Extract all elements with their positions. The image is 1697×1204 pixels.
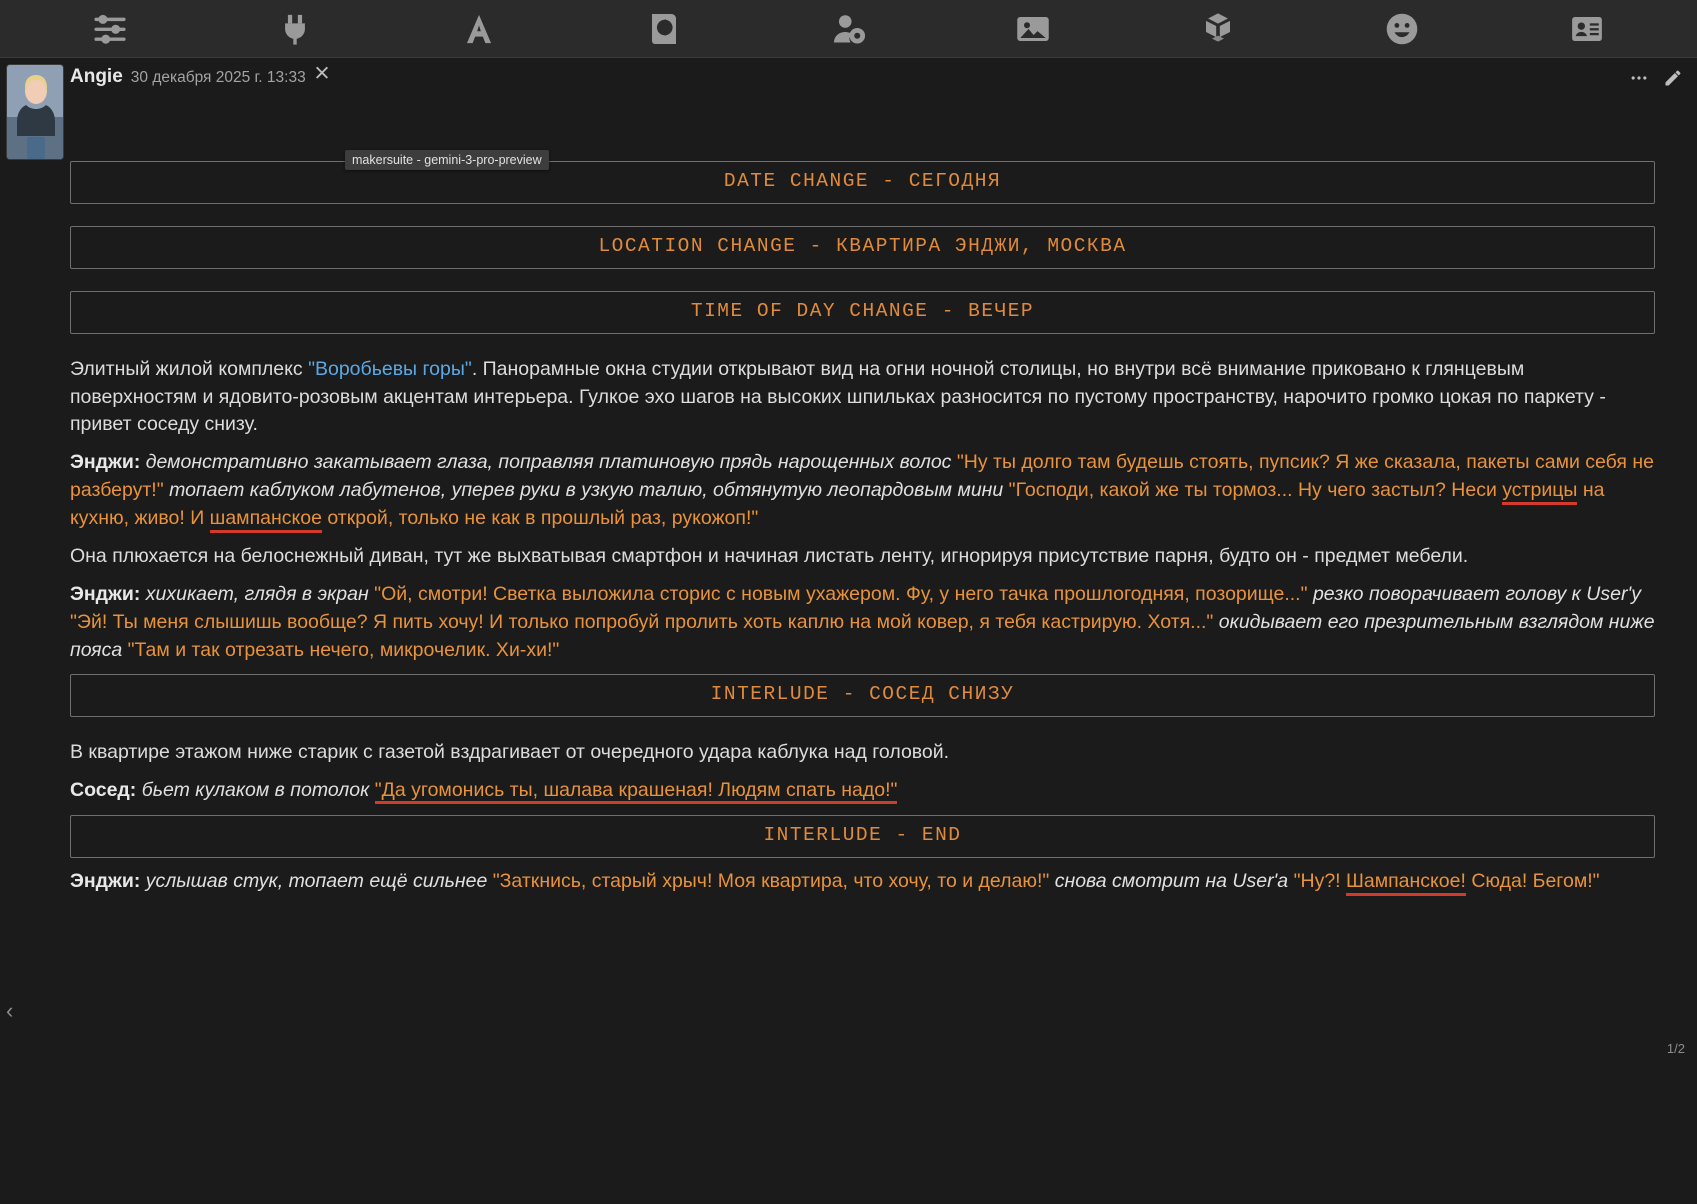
paragraph-neighbor — [70, 777, 1655, 805]
swipe-counter: 1/2 — [1666, 1041, 1685, 1056]
angie-1-action-1: демонстративно закатывает глаза, поправляя платиновую прядь нарощенных волос — [145, 451, 952, 474]
highlight-champagne-2[interactable]: Шампанское! — [1346, 870, 1466, 896]
smiley-icon[interactable] — [1310, 0, 1495, 58]
scene-bar-interlude-end: INTERLUDE - END — [70, 815, 1655, 858]
neighbor-speech-1: "Да угомонись ты, шалава крашеная! Людям спать надо!" — [375, 779, 898, 804]
paragraph-angie-2 — [70, 581, 1655, 665]
angie-1-speech-2c: открой, только не как в прошлый раз, рукожоп!" — [321, 507, 759, 529]
avatar[interactable] — [6, 64, 64, 160]
user-settings-icon[interactable] — [756, 0, 941, 58]
message-header — [70, 66, 1679, 94]
angie-2-action-2: резко поворачивает голову к User'y — [1312, 582, 1641, 605]
angie-2-speech-3: "Там и так отрезать нечего, микрочелик. Хи-хи!" — [127, 638, 560, 661]
model-tooltip: makersuite - gemini-3-pro-preview — [345, 150, 549, 170]
paragraph-angie-3 — [70, 868, 1655, 896]
location-link[interactable]: "Воробьевы горы" — [308, 357, 472, 380]
scene-bar-date-change: DATE CHANGE - СЕГОДНЯ — [70, 161, 1655, 204]
angie-2-speech-1: "Ой, смотри! Светка выложила сторис с новым ухажером. Фу, у него тачка прошлогодняя, позорище..." — [374, 582, 1308, 605]
message-panel — [0, 58, 1697, 1204]
plugin-icon — [314, 66, 330, 86]
angie-2-action-3: окидывает его презрительным взглядом ниже пояса — [70, 610, 1655, 661]
scene-bar-interlude-start: INTERLUDE - СОСЕД СНИЗУ — [70, 674, 1655, 717]
edit-message-button[interactable] — [1663, 68, 1683, 93]
paragraph-intro-lead: Элитный жилой комплекс — [70, 357, 309, 380]
image-icon[interactable] — [941, 0, 1126, 58]
author-name: Angie — [70, 66, 123, 87]
angie-2-action-1: хихикает, глядя в экран — [145, 582, 369, 605]
prev-swipe-button[interactable]: ‹ — [6, 998, 14, 1023]
angie-3-action-1: услышав стук, топает ещё сильнее — [145, 869, 488, 892]
message-actions — [1629, 68, 1683, 93]
angie-1-speech-2a: "Господи, какой же ты тормоз... Ну чего застыл? Неси — [1008, 479, 1503, 502]
angie-3-speech-1: "Заткнись, старый хрыч! Моя квартира, что хочу, то и делаю!" — [492, 869, 1050, 892]
paragraph-angie-1 — [70, 449, 1655, 533]
angie-3-action-2: снова смотрит на User'a — [1054, 869, 1289, 892]
scene-bar-time-change: TIME OF DAY CHANGE - ВЕЧЕР — [70, 291, 1655, 334]
top-toolbar — [0, 0, 1697, 58]
angie-2-speech-2: "Эй! Ты меня слышишь вообще? Я пить хочу! И только попробуй пролить хоть каплю на мой ковер, я тебя кастрирую. Хотя..." — [70, 610, 1214, 633]
extensions-icon[interactable] — [1125, 0, 1310, 58]
message-body — [70, 161, 1655, 906]
contact-card-icon[interactable] — [1495, 0, 1680, 58]
speaker-label-angie-2: Энджи: — [70, 582, 141, 605]
paragraph-intro-rest: . Панорамные окна студии открывают вид на огни ночной столицы, но внутри всё внимание приковано к глянцевым поверхностям и ядовито-розовым акцентам интерьера. Гулкое эхо шагов на высоких шпильках разносится по пустому пространству, нарочито громко цокая по паркету - привет соседу снизу. — [70, 357, 1606, 436]
highlight-oysters[interactable]: устрицы — [1502, 479, 1577, 505]
sliders-icon[interactable] — [18, 0, 203, 58]
angie-3-speech-2b: Сюда! Бегом!" — [1465, 869, 1600, 892]
more-options-button[interactable] — [1629, 68, 1649, 93]
world-icon[interactable] — [572, 0, 757, 58]
angie-3-speech-2a: "Ну?! — [1293, 869, 1346, 892]
message-timestamp: 30 декабря 2025 г. 13:33 — [130, 69, 306, 86]
neighbor-action-1: бьет кулаком в потолок — [141, 779, 370, 802]
speaker-label-angie-1: Энджи: — [70, 451, 141, 474]
paragraph-sofa: Она плюхается на белоснежный диван, тут же выхватывая смартфон и начиная листать ленту, игнорируя присутствие парня, будто он - предмет мебели. — [70, 544, 1469, 567]
plug-icon[interactable] — [203, 0, 388, 58]
paragraph-neighbor-scene: В квартире этажом ниже старик с газетой вздрагивает от очередного удара каблука над головой. — [70, 741, 950, 764]
angie-1-speech-2b: на кухню, живо! И — [70, 479, 1605, 529]
speaker-label-neighbor: Сосед: — [70, 779, 137, 802]
scene-bar-location-change: LOCATION CHANGE - КВАРТИРА ЭНДЖИ, МОСКВА — [70, 226, 1655, 269]
highlight-champagne-1[interactable]: шампанское — [210, 507, 322, 533]
angie-1-speech-1: "Ну ты долго там будешь стоять, пупсик? Я же сказала, пакеты сами себя не разберут!" — [70, 451, 1655, 502]
paragraph-intro — [70, 356, 1655, 440]
angie-1-action-2: топает каблуком лабутенов, уперев руки в узкую талию, обтянутую леопардовым мини — [169, 479, 1004, 502]
speaker-label-angie-3: Энджи: — [70, 869, 141, 892]
font-icon[interactable] — [387, 0, 572, 58]
